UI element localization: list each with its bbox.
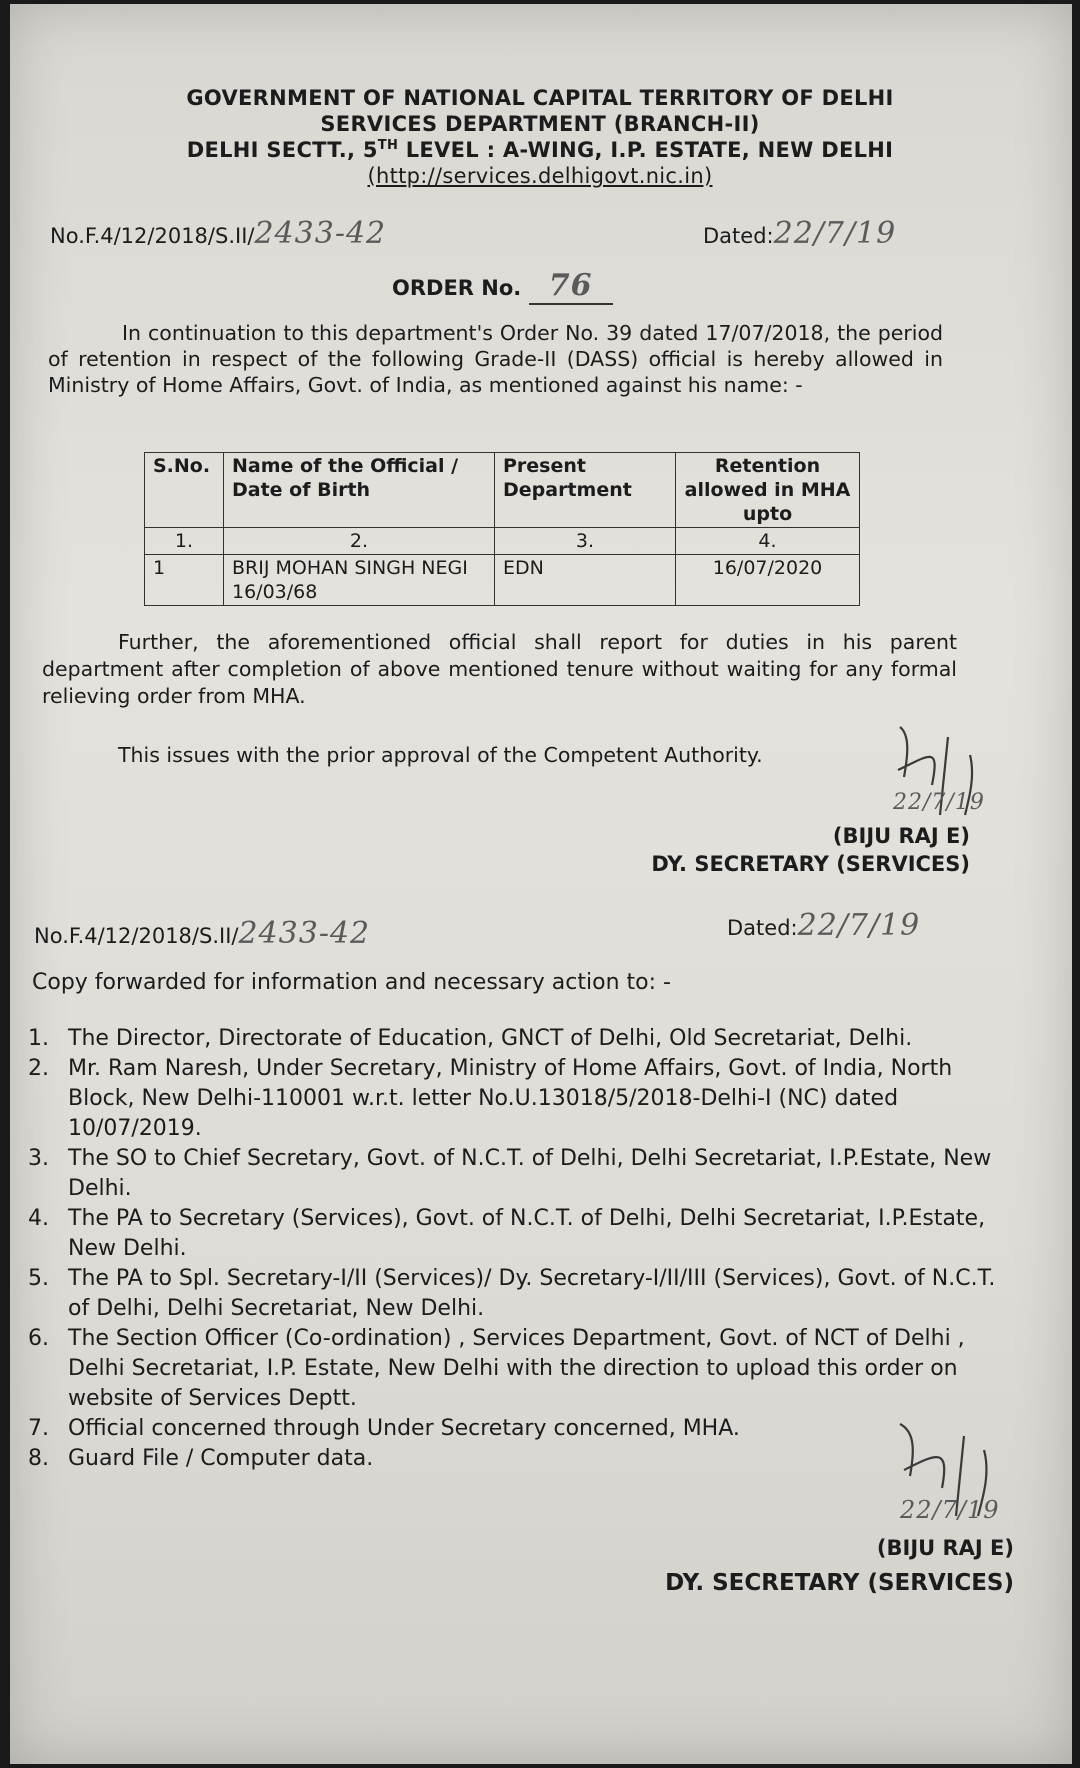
copy-file-number: No.F.4/12/2018/S.II/2433-42 — [34, 916, 371, 951]
header-government: GOVERNMENT OF NATIONAL CAPITAL TERRITORY OF DELHI — [186, 86, 894, 110]
handwritten-file-number: 2433-42 — [254, 216, 387, 251]
list-item: 8. Guard File / Computer data. — [28, 1446, 374, 1471]
col-sno-header: S.No. — [145, 453, 224, 528]
handwritten-copy-file-number: 2433-42 — [238, 916, 371, 951]
signature1-handwritten-date: 22/7/19 — [893, 790, 985, 815]
list-item: 1. The Director, Directorate of Education, GNCT of Delhi, Old Secretariat, Delhi. — [28, 1026, 913, 1051]
further-paragraph: Further, the aforementioned official shall report for duties in his parent department after completion of above mentioned tenure without waiting for any formal relieving order from MHA. — [42, 630, 957, 708]
cell-sno: 1 — [145, 555, 224, 606]
header-department: SERVICES DEPARTMENT (BRANCH-II) — [320, 112, 760, 136]
table-colnum-row — [145, 528, 860, 555]
col-dept-header: Present Department — [495, 453, 676, 528]
table-header-row — [145, 453, 860, 528]
approval-line: This issues with the prior approval of the Competent Authority. — [118, 743, 763, 767]
col-number: 2. — [224, 528, 495, 555]
list-item: 5. The PA to Spl. Secretary-I/II (Services)/ Dy. Secretary-I/II/III (Services), Govt. of N.C.T. of Delhi, Delhi Secretariat, New Delhi. — [28, 1266, 996, 1321]
list-item: 2. Mr. Ram Naresh, Under Secretary, Ministry of Home Affairs, Govt. of India, North Block, New Delhi-110001 w.r.t. letter No.U.13018/5/2018-Delhi-I (NC) dated 10/07/2019. — [28, 1056, 953, 1141]
header-website-link[interactable]: (http://services.delhigovt.nic.in) — [367, 164, 713, 188]
cell-retention-upto: 16/07/2020 — [676, 555, 860, 606]
list-item: 4. The PA to Secretary (Services), Govt. of N.C.T. of Delhi, Delhi Secretariat, I.P.Estate, New Delhi. — [28, 1206, 986, 1261]
signature2-handwritten-date: 22/7/19 — [900, 1496, 1000, 1524]
col-number: 3. — [495, 528, 676, 555]
signature1-designation: DY. SECRETARY (SERVICES) — [651, 852, 970, 876]
col-number: 4. — [676, 528, 860, 555]
order-number: ORDER No. 76 — [392, 268, 613, 305]
handwritten-order-number: 76 — [529, 268, 613, 305]
signature2-name: (BIJU RAJ E) — [876, 1536, 1014, 1560]
signature2-designation: DY. SECRETARY (SERVICES) — [665, 1570, 1014, 1596]
list-item: 7. Official concerned through Under Secretary concerned, MHA. — [28, 1416, 740, 1441]
col-retention-header: Retention allowed in MHA upto — [676, 453, 860, 528]
handwritten-copy-date: 22/7/19 — [797, 908, 921, 943]
col-number: 1. — [145, 528, 224, 555]
cell-name-dob: BRIJ MOHAN SINGH NEGI 16/03/68 — [224, 555, 495, 606]
copy-date: Dated:22/7/19 — [727, 908, 921, 943]
signature1-name: (BIJU RAJ E) — [832, 824, 970, 848]
copy-forward-list — [28, 1024, 1018, 1474]
cell-department: EDN — [495, 555, 676, 606]
list-item: 3. The SO to Chief Secretary, Govt. of N.C.T. of Delhi, Delhi Secretariat, I.P.Estate, New Delhi. — [28, 1146, 992, 1201]
table-row — [145, 555, 860, 606]
header-address: DELHI SECTT., 5TH LEVEL : A-WING, I.P. ESTATE, NEW DELHI — [186, 138, 894, 162]
order-date: Dated:22/7/19 — [703, 216, 897, 251]
col-name-header: Name of the Official / Date of Birth — [224, 453, 495, 528]
order-file-number: No.F.4/12/2018/S.II/2433-42 — [50, 216, 387, 251]
handwritten-date: 22/7/19 — [773, 216, 897, 251]
intro-paragraph: In continuation to this department's Order No. 39 dated 17/07/2018, the period of retention in respect of the following Grade-II (DASS) official is hereby allowed in Ministry of Home Affairs, Govt. of India, as mentioned against his name: - — [48, 321, 943, 397]
copy-intro: Copy forwarded for information and necessary action to: - — [32, 970, 671, 995]
list-item: 6. The Section Officer (Co-ordination) , Services Department, Govt. of NCT of Delhi , Delhi Secretariat, I.P. Estate, New Delhi with the direction to upload this order on website of Services Deptt. — [28, 1326, 965, 1411]
retention-table — [144, 452, 860, 606]
